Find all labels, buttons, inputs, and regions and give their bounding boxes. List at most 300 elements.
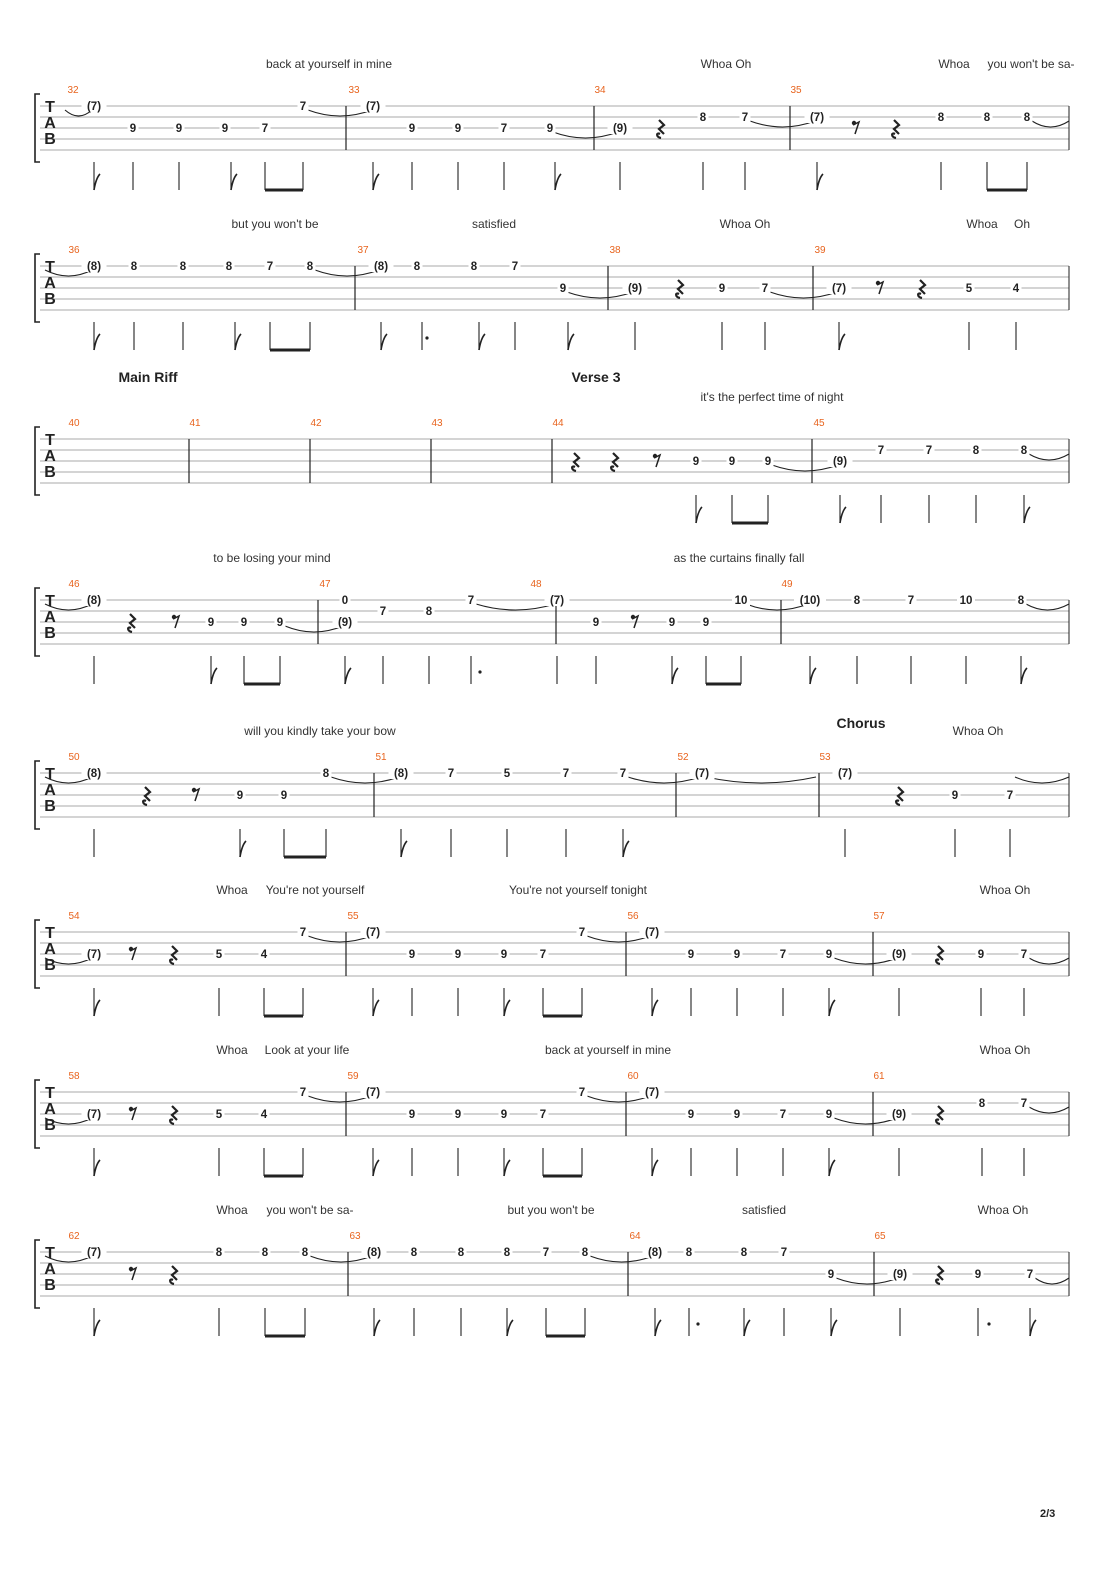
measure-number: 58: [68, 1071, 80, 1082]
fret-number: 9: [951, 790, 959, 802]
tab-system: [35, 57, 1075, 190]
fret-number: 9: [236, 790, 244, 802]
fret-number: (7): [86, 101, 102, 113]
tie-arc: [628, 777, 700, 783]
measure-number: 48: [530, 579, 542, 590]
note-flag: [555, 174, 561, 190]
measure-number: 32: [67, 85, 79, 96]
note-flag: [94, 1160, 100, 1176]
fret-number: 8: [503, 1247, 511, 1259]
fret-number: (8): [86, 768, 102, 780]
note-flag: [504, 1000, 510, 1016]
fret-number: (10): [799, 595, 821, 607]
measure-number: 44: [552, 418, 564, 429]
fret-number: (8): [393, 768, 409, 780]
lyric-text: You're not yourself: [265, 883, 365, 897]
fret-number: (9): [337, 617, 353, 629]
quarter-rest: [918, 280, 925, 298]
fret-number: 8: [410, 1247, 418, 1259]
note-flag: [231, 174, 237, 190]
fret-number: 9: [728, 456, 736, 468]
fret-number: 7: [779, 1109, 787, 1121]
fret-number: 7: [299, 927, 307, 939]
quarter-rest: [170, 1106, 177, 1124]
fret-number: 5: [503, 768, 511, 780]
measure-number: 57: [873, 911, 885, 922]
page-number: 2/3: [1040, 1508, 1056, 1520]
quarter-rest: [572, 453, 579, 471]
fret-number: 7: [578, 1087, 586, 1099]
fret-number: 9: [280, 790, 288, 802]
measure-number: 53: [819, 752, 831, 763]
fret-number: 9: [733, 949, 741, 961]
tab-clef-letter: B: [44, 798, 56, 815]
tab-clef-letter: A: [44, 1101, 56, 1118]
note-flag: [652, 1160, 658, 1176]
measure-number: 46: [68, 579, 80, 590]
tab-clef-letter: A: [44, 782, 56, 799]
fret-number: 8: [581, 1247, 589, 1259]
note-flag: [839, 334, 845, 350]
fret-number: 9: [974, 1269, 982, 1281]
note-flag: [831, 1320, 837, 1336]
note-flag: [374, 1320, 380, 1336]
fret-number: 8: [1017, 595, 1025, 607]
tie-arc: [476, 604, 555, 610]
note-flag: [1024, 507, 1030, 523]
fret-number: 7: [779, 949, 787, 961]
tab-clef-letter: A: [44, 448, 56, 465]
lyric-text: Oh: [1013, 217, 1031, 231]
note-flag: [696, 507, 702, 523]
fret-number: 9: [175, 123, 183, 135]
system-bracket: [35, 920, 40, 988]
tab-clef-letter: T: [45, 766, 55, 783]
fret-number: 7: [925, 445, 933, 457]
note-flag: [381, 334, 387, 350]
measure-number: 49: [781, 579, 793, 590]
measure-number: 64: [629, 1231, 641, 1242]
system-bracket: [35, 1080, 40, 1148]
measure-number: 65: [874, 1231, 886, 1242]
measure-number: 59: [347, 1071, 359, 1082]
note-flag: [829, 1160, 835, 1176]
tab-system: [35, 1203, 1069, 1336]
lyric-text: as the curtains finally fall: [673, 551, 805, 565]
measure-number: 41: [189, 418, 201, 429]
note-flag: [504, 1160, 510, 1176]
measure-number: 55: [347, 911, 359, 922]
lyric-text: it's the perfect time of night: [700, 390, 844, 404]
quarter-rest: [936, 1106, 943, 1124]
quarter-rest: [896, 787, 903, 805]
quarter-rest: [676, 280, 683, 298]
tab-clef-letter: T: [45, 99, 55, 116]
fret-number: 8: [130, 261, 138, 273]
fret-number: 8: [983, 112, 991, 124]
fret-number: (8): [86, 261, 102, 273]
fret-number: 8: [179, 261, 187, 273]
fret-number: 7: [578, 927, 586, 939]
tab-system: [35, 390, 1069, 523]
measure-number: 61: [873, 1071, 885, 1082]
lyric-text: you won't be sa-: [987, 57, 1075, 71]
dot: [987, 1322, 990, 1325]
tie-arc: [1029, 958, 1069, 964]
fret-number: (9): [892, 1269, 908, 1281]
fret-number: 7: [562, 768, 570, 780]
fret-number: 8: [1020, 445, 1028, 457]
tab-clef-letter: B: [44, 464, 56, 481]
fret-number: (7): [365, 101, 381, 113]
measure-number: 38: [609, 245, 621, 256]
lyric-text: satisfied: [471, 217, 517, 231]
dot: [696, 1322, 699, 1325]
lyric-text: you won't be sa-: [266, 1203, 354, 1217]
lyric-text: Whoa Oh: [700, 57, 752, 71]
tab-clef-letter: B: [44, 1277, 56, 1294]
lyric-text: Whoa: [938, 57, 970, 71]
fret-number: (8): [373, 261, 389, 273]
fret-number: 8: [261, 1247, 269, 1259]
fret-number: 7: [500, 123, 508, 135]
fret-number: 9: [692, 456, 700, 468]
measure-number: 33: [348, 85, 360, 96]
fret-number: 4: [260, 1109, 268, 1121]
fret-number: 9: [668, 617, 676, 629]
note-flag: [652, 1000, 658, 1016]
tab-clef-letter: A: [44, 115, 56, 132]
fret-number: 7: [539, 949, 547, 961]
lyric-text: will you kindly take your bow: [244, 724, 396, 738]
measure-number: 63: [349, 1231, 361, 1242]
measure-number: 51: [375, 752, 387, 763]
note-flag: [829, 1000, 835, 1016]
fret-number: 9: [500, 1109, 508, 1121]
fret-number: 9: [825, 1109, 833, 1121]
note-flag: [817, 174, 823, 190]
quarter-rest: [892, 120, 899, 138]
measure-number: 60: [627, 1071, 639, 1082]
lyric-text: back at yourself in mine: [265, 57, 393, 71]
section-label: Chorus: [836, 715, 886, 731]
fret-number: 9: [825, 949, 833, 961]
fret-number: 7: [542, 1247, 550, 1259]
lyric-text: Whoa Oh: [979, 1043, 1031, 1057]
fret-number: (7): [365, 1087, 381, 1099]
fret-number: 9: [408, 1109, 416, 1121]
fret-number: 9: [454, 1109, 462, 1121]
note-flag: [568, 334, 574, 350]
fret-number: (7): [644, 1087, 660, 1099]
fret-number: 9: [207, 617, 215, 629]
note-flag: [840, 507, 846, 523]
tab-clef-letter: T: [45, 925, 55, 942]
system-bracket: [35, 1240, 40, 1308]
fret-number: 8: [937, 112, 945, 124]
fret-number: 7: [1006, 790, 1014, 802]
fret-number: 9: [408, 123, 416, 135]
fret-number: (7): [831, 283, 847, 295]
quarter-rest: [170, 1266, 177, 1284]
fret-number: 7: [1020, 1098, 1028, 1110]
note-flag: [479, 334, 485, 350]
tab-clef-letter: T: [45, 432, 55, 449]
fret-number: (7): [365, 927, 381, 939]
tab-clef-letter: B: [44, 625, 56, 642]
lyric-text: Whoa: [966, 217, 998, 231]
dot: [478, 670, 481, 673]
tab-clef-letter: T: [45, 1085, 55, 1102]
fret-number: 8: [699, 112, 707, 124]
fret-number: 7: [1020, 949, 1028, 961]
fret-number: 4: [1012, 283, 1020, 295]
quarter-rest: [657, 120, 664, 138]
fret-number: 9: [718, 283, 726, 295]
tie-arc: [1026, 604, 1069, 610]
lyric-text: You're not yourself tonight: [509, 883, 647, 897]
lyric-text: Whoa Oh: [952, 724, 1004, 738]
tab-clef-letter: B: [44, 957, 56, 974]
fret-number: 8: [425, 606, 433, 618]
fret-number: 7: [780, 1247, 788, 1259]
fret-number: 7: [539, 1109, 547, 1121]
fret-number: 9: [702, 617, 710, 629]
system-bracket: [35, 94, 40, 162]
tab-clef-letter: B: [44, 131, 56, 148]
system-bracket: [35, 761, 40, 829]
tie-arc: [1029, 1107, 1069, 1113]
fret-number: 7: [447, 768, 455, 780]
tab-clef-letter: B: [44, 1117, 56, 1134]
fret-number: 7: [907, 595, 915, 607]
fret-number: 9: [240, 617, 248, 629]
fret-number: (7): [86, 949, 102, 961]
fret-number: 8: [685, 1247, 693, 1259]
measure-number: 42: [310, 418, 322, 429]
quarter-rest: [143, 787, 150, 805]
tie-arc: [706, 777, 816, 783]
fret-number: 7: [761, 283, 769, 295]
lyric-text: but you won't be: [231, 217, 319, 231]
lyric-text: Whoa Oh: [977, 1203, 1029, 1217]
note-flag: [373, 1160, 379, 1176]
tab-clef-letter: B: [44, 291, 56, 308]
fret-number: 7: [741, 112, 749, 124]
fret-number: 8: [740, 1247, 748, 1259]
fret-number: 9: [687, 1109, 695, 1121]
measure-number: 54: [68, 911, 80, 922]
measure-number: 37: [357, 245, 369, 256]
fret-number: 8: [470, 261, 478, 273]
tie-arc: [1015, 777, 1069, 783]
fret-number: 8: [1023, 112, 1031, 124]
fret-number: 8: [306, 261, 314, 273]
fret-number: 0: [341, 595, 349, 607]
fret-number: (7): [837, 768, 853, 780]
note-flag: [94, 1000, 100, 1016]
measure-number: 52: [677, 752, 689, 763]
lyric-text: Whoa: [216, 883, 248, 897]
fret-number: 7: [261, 123, 269, 135]
tab-system: [35, 217, 1069, 350]
quarter-rest: [611, 453, 618, 471]
system-bracket: [35, 588, 40, 656]
fret-number: 7: [299, 1087, 307, 1099]
tab-clef-letter: T: [45, 593, 55, 610]
note-flag: [507, 1320, 513, 1336]
tie-arc: [1029, 454, 1069, 460]
fret-number: 8: [978, 1098, 986, 1110]
note-flag: [623, 841, 629, 857]
lyric-text: but you won't be: [507, 1203, 595, 1217]
fret-number: 7: [379, 606, 387, 618]
fret-number: (7): [86, 1247, 102, 1259]
fret-number: 4: [260, 949, 268, 961]
fret-number: 9: [827, 1269, 835, 1281]
fret-number: 10: [734, 595, 748, 607]
lyric-text: to be losing your mind: [213, 551, 331, 565]
tie-arc: [1032, 121, 1069, 127]
note-flag: [1021, 668, 1027, 684]
note-flag: [655, 1320, 661, 1336]
fret-number: (7): [86, 1109, 102, 1121]
note-flag: [345, 668, 351, 684]
fret-number: 9: [454, 949, 462, 961]
note-flag: [94, 174, 100, 190]
fret-number: 8: [972, 445, 980, 457]
lyric-text: back at yourself in mine: [544, 1043, 672, 1057]
quarter-rest: [936, 946, 943, 964]
fret-number: 7: [1026, 1269, 1034, 1281]
lyric-text: Look at your life: [264, 1043, 350, 1057]
fret-number: 5: [215, 949, 223, 961]
tab-system: [35, 724, 1069, 857]
fret-number: 5: [965, 283, 973, 295]
fret-number: 8: [853, 595, 861, 607]
fret-number: 9: [129, 123, 137, 135]
tab-system: [35, 1043, 1069, 1176]
note-flag: [810, 668, 816, 684]
fret-number: 7: [299, 101, 307, 113]
fret-number: 9: [454, 123, 462, 135]
tab-clef-letter: T: [45, 259, 55, 276]
tab-clef-letter: A: [44, 1261, 56, 1278]
fret-number: 7: [266, 261, 274, 273]
note-flag: [401, 841, 407, 857]
section-label: Main Riff: [118, 369, 178, 385]
measure-number: 35: [790, 85, 802, 96]
tab-system: [35, 883, 1069, 1016]
measure-number: 62: [68, 1231, 80, 1242]
note-flag: [744, 1320, 750, 1336]
fret-number: (8): [86, 595, 102, 607]
dot: [425, 336, 428, 339]
tie-arc: [1035, 1278, 1069, 1284]
note-flag: [240, 841, 246, 857]
fret-number: 9: [408, 949, 416, 961]
note-flag: [373, 174, 379, 190]
measure-number: 50: [68, 752, 80, 763]
fret-number: 9: [687, 949, 695, 961]
fret-number: 7: [467, 595, 475, 607]
system-bracket: [35, 254, 40, 322]
note-flag: [235, 334, 241, 350]
fret-number: (7): [644, 927, 660, 939]
fret-number: 9: [276, 617, 284, 629]
fret-number: 8: [301, 1247, 309, 1259]
measure-number: 36: [68, 245, 80, 256]
measure-number: 56: [627, 911, 639, 922]
measure-number: 40: [68, 418, 80, 429]
fret-number: (9): [891, 949, 907, 961]
measure-number: 47: [319, 579, 331, 590]
quarter-rest: [128, 614, 135, 632]
fret-number: 7: [619, 768, 627, 780]
tab-clef-letter: A: [44, 275, 56, 292]
tab-clef-letter: A: [44, 609, 56, 626]
note-flag: [94, 334, 100, 350]
note-flag: [211, 668, 217, 684]
measure-number: 39: [814, 245, 826, 256]
fret-number: (9): [832, 456, 848, 468]
fret-number: 9: [733, 1109, 741, 1121]
quarter-rest: [936, 1266, 943, 1284]
fret-number: 8: [322, 768, 330, 780]
lyric-text: Whoa: [216, 1203, 248, 1217]
note-flag: [373, 1000, 379, 1016]
fret-number: 9: [221, 123, 229, 135]
measure-number: 34: [594, 85, 606, 96]
lyric-text: Whoa Oh: [979, 883, 1031, 897]
fret-number: 9: [546, 123, 554, 135]
fret-number: 9: [559, 283, 567, 295]
lyric-text: Whoa: [216, 1043, 248, 1057]
measure-number: 45: [813, 418, 825, 429]
measure-number: 43: [431, 418, 443, 429]
fret-number: (9): [891, 1109, 907, 1121]
fret-number: (9): [627, 283, 643, 295]
fret-number: 8: [457, 1247, 465, 1259]
fret-number: 9: [500, 949, 508, 961]
section-label: Verse 3: [571, 369, 621, 385]
note-flag: [1030, 1320, 1036, 1336]
fret-number: 9: [592, 617, 600, 629]
fret-number: 7: [877, 445, 885, 457]
note-flag: [672, 668, 678, 684]
fret-number: 5: [215, 1109, 223, 1121]
fret-number: (8): [647, 1247, 663, 1259]
fret-number: 7: [511, 261, 519, 273]
fret-number: (7): [694, 768, 710, 780]
tab-clef-letter: T: [45, 1245, 55, 1262]
fret-number: (9): [612, 123, 628, 135]
fret-number: 8: [413, 261, 421, 273]
tab-clef-letter: A: [44, 941, 56, 958]
fret-number: (7): [549, 595, 565, 607]
fret-number: 8: [225, 261, 233, 273]
lyric-text: satisfied: [741, 1203, 787, 1217]
fret-number: 9: [764, 456, 772, 468]
quarter-rest: [170, 946, 177, 964]
tab-system: [35, 551, 1069, 684]
fret-number: 9: [977, 949, 985, 961]
fret-number: (8): [366, 1247, 382, 1259]
fret-number: 8: [215, 1247, 223, 1259]
fret-number: 10: [959, 595, 973, 607]
system-bracket: [35, 427, 40, 495]
note-flag: [94, 1320, 100, 1336]
